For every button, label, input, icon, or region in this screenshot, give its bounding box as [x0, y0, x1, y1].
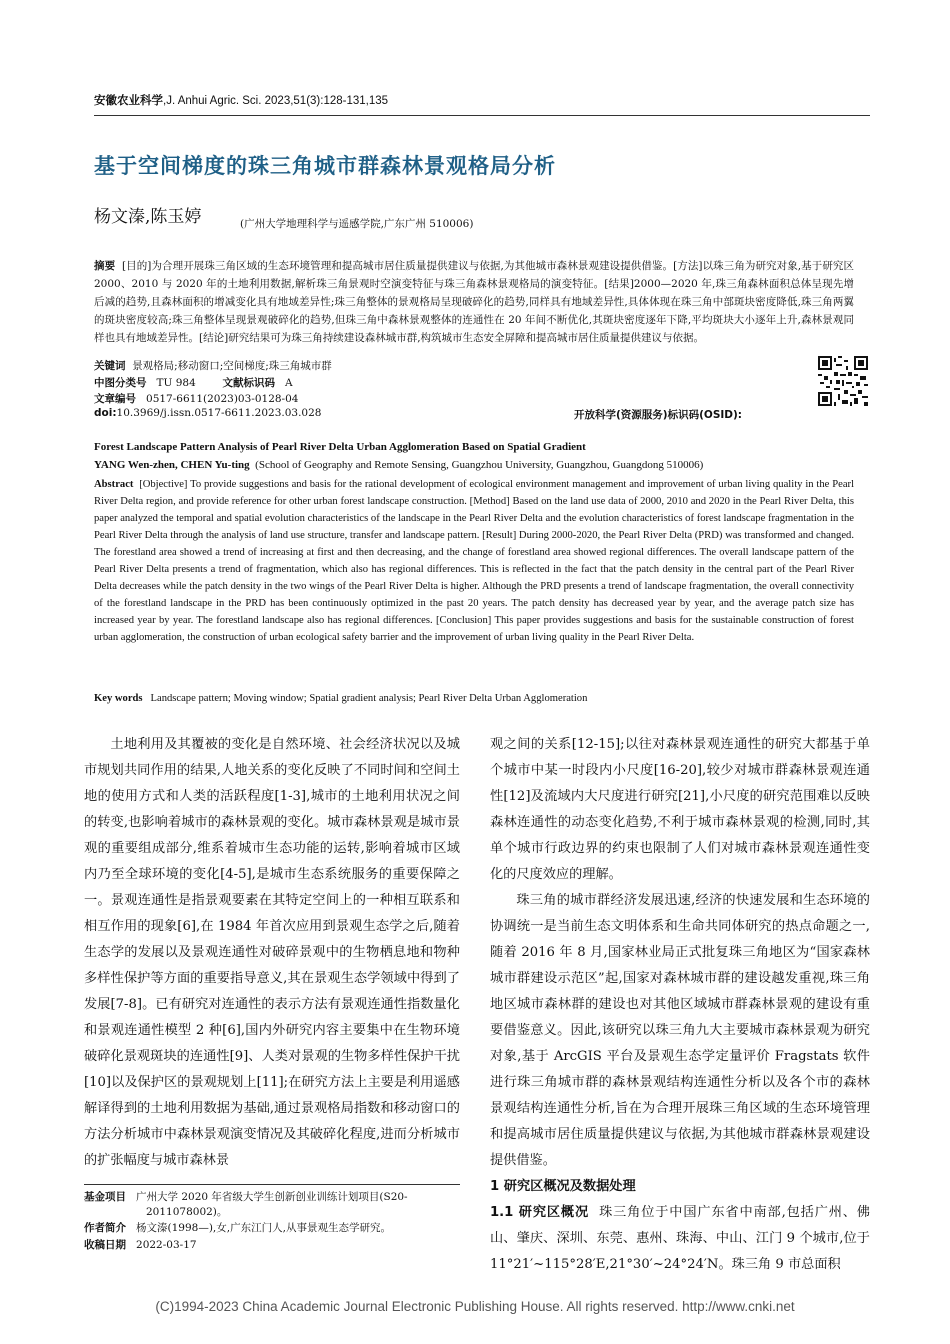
section-1-heading: 1 研究区概况及数据处理: [490, 1179, 636, 1194]
english-authors-line: [94, 459, 703, 471]
fund-text: 广州大学 2020 年省级大学生创新创业训练计划项目(S20-: [136, 1191, 408, 1203]
english-keywords: Landscape pattern; Moving window; Spatial gradient analysis; Pearl River Delta Urban Agglomeration: [150, 693, 588, 704]
journal-name: 安徽农业科学: [94, 95, 163, 107]
doi-value: 10.3969/j.issn.0517-6611.2023.03.028: [116, 407, 322, 419]
article-no-value: 0517-6611(2023)03-0128-04: [146, 393, 299, 405]
osid-label: 开放科学(资源服务)标识码(OSID):: [574, 409, 743, 421]
keywords: 景观格局;移动窗口;空间梯度;珠三角城市群: [132, 360, 332, 372]
doc-code-value: A: [284, 377, 293, 389]
footnote-divider: [84, 1184, 460, 1185]
clc-value: TU 984: [156, 377, 196, 389]
english-abstract-text: [Objective] To provide suggestions and basis for the rational development of ecological environment management and improvement of urban living quality in the Pearl River Delta region, and provide reference for other urban forest landscape construction. [Method] Based on the land use data of 2000, 2010 and 2020 in the Pearl River Delta, this paper analyzed the temporal and spatial evolution characteristics of the landscape in the Pearl River Delta and the evolution characteristics of forest landscape fragmentation in the Pearl River Delta through the analysis of land use structure, transfer and landscape pattern. [Result] During 2000-2020, the Pearl River Delta (PRD) was transformed and changed. The forestland area showed a trend of increasing at first and then decreasing, and the change of forestland area showed regional differences. The overall landscape pattern of the Pearl River Delta presents a trend of fragmentation, which also has regional differences. This is reflected in the fact that the patch density in the central part of the Pearl River Delta decreases while the patch density in the two wings of the Pearl River Delta is higher. Although the PRD presents a trend of landscape fragmentation, the overall connectivity of the forestland landscape in the PRD has been continuously optimized in the past 20 years. The patch density has decreased year by year, and the average patch size has increased year by year. The forestland landscape also has regional differences. [Conclusion] This paper provides suggestions and basis for the sustainable construction of forest urban agglomeration, the construction of urban ecological safety barrier and the improvement of urban living quality in the Pearl River Delta.: [94, 479, 855, 643]
intro-paragraph-1: 土地利用及其覆被的变化是自然环境、社会经济状况以及城市规划共同作用的结果,人地关系的变化反映了不同时间和空间土地的使用方式和人类的活跃程度[1-3],城市的土地利用状况之间的转变,也影响着城市的森林景观的变化。城市森林景观是城市景观的重要组成部分,维系着城市生态功能的运转,影响着城市区域内乃至全球环境的变化[4-5],是城市生态系统服务的重要保障之一。景观连通性是指景观要素在其特定空间上的一种相互联系和相互作用的现象[6],在 1984 年首次应用到景观生态学之后,随着生态学的发展以及景观连通性对破碎景观中的生物栖息地和物种多样性保护等方面的重要指导意义,其在景观生态学领域中得到了发展[7-8]。已有研究对连通性的表示方法有景观连通性指数量化和景观连通性模型 2 种[6],国内外研究内容主要集中在生物环境破碎化景观斑块的连通性[9]、人类对景观的生物多样性保护干扰[10]以及保护区的景观规划上[11];在研究方法上主要是利用遥感解译得到的土地利用数据为基础,通过景观格局指数和移动窗口的方法分析城市中森林景观演变情况及其破碎化程度,进而分析城市的扩张幅度与城市森林景: [84, 737, 460, 1168]
english-authors: YANG Wen-zhen, CHEN Yu-ting: [94, 459, 250, 471]
english-abstract: [94, 476, 854, 646]
copyright-footer: (C)1994-2023 China Academic Journal Electronic Publishing House. All rights reserved. http://www.cnki.net: [155, 1299, 795, 1314]
fund-label: 基金项目: [84, 1191, 126, 1203]
chinese-abstract: [94, 257, 854, 347]
clc-label: 中图分类号: [94, 377, 147, 389]
english-abstract-label: Abstract: [94, 479, 134, 490]
author-label: 作者简介: [84, 1222, 126, 1234]
body-right-column: [490, 732, 870, 1278]
english-affiliation: (School of Geography and Remote Sensing, Guangzhou University, Guangzhou, Guangdong 510006): [255, 459, 704, 471]
clc-line: [94, 375, 293, 390]
affiliation: (广州大学地理科学与遥感学院,广东广州 510006): [240, 218, 474, 230]
doi-label: doi:: [94, 407, 117, 419]
article-no-line: [94, 391, 298, 406]
journal-header: [94, 92, 388, 108]
fund-footnote: [84, 1189, 408, 1204]
page-title: 基于空间梯度的珠三角城市群森林景观格局分析: [94, 154, 556, 178]
header-divider: [94, 115, 870, 116]
author-text: 杨文溱(1998—),女,广东江门人,从事景观生态学研究。: [136, 1222, 391, 1234]
section-1-1-text: 珠三角位于中国广东省中南部,包括广州、佛山、肇庆、深圳、东莞、惠州、珠海、中山、江门 9 个城市,位于 11°21′~115°28′E,21°30′~24°24′N。珠三角 9 市总面积: [490, 1205, 870, 1272]
doc-code-label: 文献标识码: [222, 377, 275, 389]
fund-footnote-cont: 2011078002)。: [146, 1206, 228, 1218]
intro-paragraph-2: 珠三角的城市群经济发展迅速,经济的快速发展和生态环境的协调统一是当前生态文明体系和生命共同体研究的热点命题之一,随着 2016 年 8 月,国家林业局正式批复珠三角地区为“国家森林城市群建设示范区”起,国家对森林城市群的建设越发重视,珠三角地区城市森林群的建设也对其他区域城市群森林景观的建设有重要借鉴意义。因此,该研究以珠三角九大主要城市森林景观为研究对象,基于 ArcGIS 平台及景观生态学定量评价 Fragstats 软件进行珠三角城市群的森林景观结构连通性分析以及各个市的森林景观结构连通性分析,旨在为合理开展珠三角区域的生态环境管理和提高城市居住质量提供建议与依据,为其他城市群森林景观建设提供借鉴。: [490, 893, 870, 1168]
doi-line: [94, 407, 321, 419]
author-footnote: [84, 1220, 391, 1235]
journal-citation: ,J. Anhui Agric. Sci. 2023,51(3):128-131,135: [163, 95, 389, 107]
body-left-column: [84, 732, 460, 1174]
received-label: 收稿日期: [84, 1239, 126, 1251]
english-keywords-label: Key words: [94, 693, 143, 704]
keywords-line: [94, 358, 332, 373]
keywords-label: 关键词: [94, 360, 126, 372]
article-no-label: 文章编号: [94, 393, 136, 405]
english-title: Forest Landscape Pattern Analysis of Pearl River Delta Urban Agglomeration Based on Spatial Gradient: [94, 441, 586, 453]
section-1-1-paragraph: [490, 1200, 870, 1278]
english-keywords-line: [94, 693, 587, 704]
qr-code-icon[interactable]: [818, 356, 868, 406]
abstract-text: [目的]为合理开展珠三角区域的生态环境管理和提高城市居住质量提供建议与依据,为其他城市森林景观建设提供借鉴。[方法]以珠三角为研究对象,基于研究区 2000、2010 与 2020 年的土地利用数据,解析珠三角景观时空演变特征与珠三角森林景观格局的演变特征。[结果]2000—2020 年,珠三角森林面积总体呈现先增后减的趋势,且森林面积的增减变化具有地域差异性;珠三角整体的景观格局呈现破碎化的趋势,同样具有地域差异性,具体体现在珠三角中部斑块密度降低,珠三角两翼的斑块密度较高;珠三角整体呈现景观破碎化的趋势,但珠三角中森林景观整体的连通性在 20 年间不断优化,其斑块密度逐年下降,平均斑块大小逐年上升,森林景观同样也具有地域差异性。[结论]研究结果可为珠三角持续建设森林城市群,构筑城市生态安全屏障和提高城市居住质量提供建议与依据。: [94, 260, 854, 344]
abstract-label: 摘要: [94, 260, 116, 272]
received-date: 2022-03-17: [136, 1239, 197, 1251]
received-footnote: [84, 1237, 197, 1252]
intro-paragraph-continued: 观之间的关系[12-15];以往对森林景观连通性的研究大都基于单个城市中某一时段内小尺度[16-20],较少对城市群森林景观连通性[12]及流域内大尺度进行研究[21],小尺度的研究范围难以反映森林连通性的动态变化趋势,不利于城市森林景观的检测,同时,其单个城市行政边界的约束也限制了人们对城市森林景观连通性变化的尺度效应的理解。: [490, 737, 870, 882]
section-1-1-heading: 1.1 研究区概况: [490, 1205, 589, 1220]
authors: 杨文溱,陈玉婷: [94, 207, 202, 227]
